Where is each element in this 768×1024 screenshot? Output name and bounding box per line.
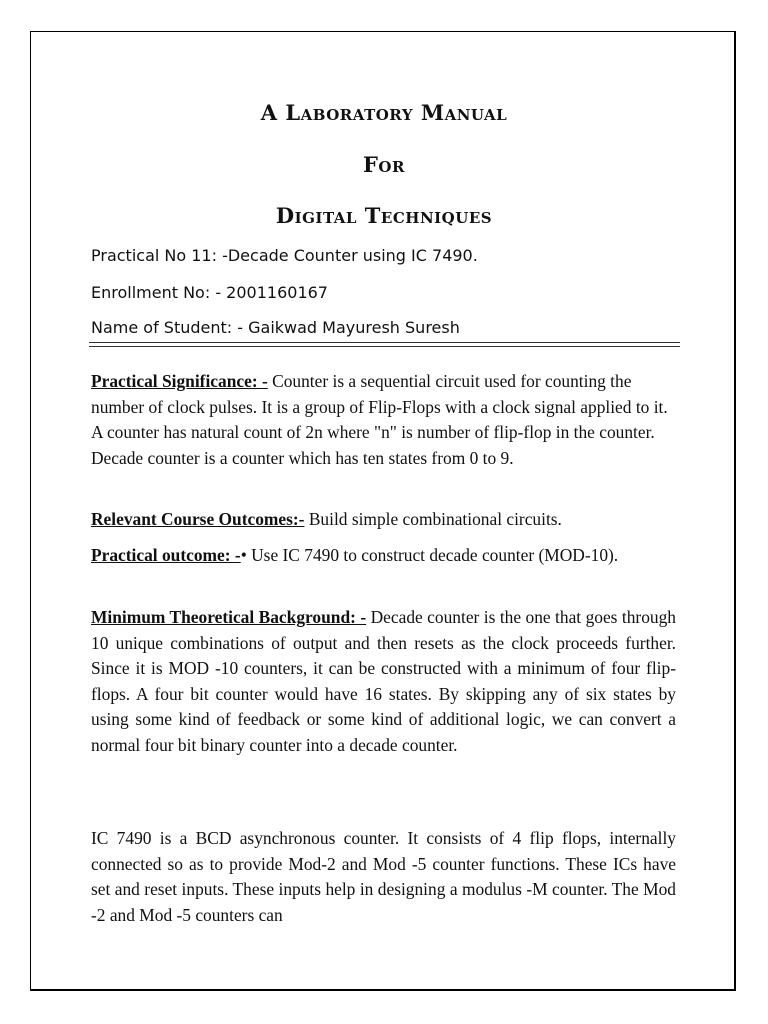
theoretical-background-paragraph <box>91 605 676 758</box>
course-outcomes-paragraph <box>91 507 676 533</box>
practical-significance-text: Counter is a sequential circuit used for counting the number of clock pulses. It is a group of Flip-Flops with a clock signal applied to it. A counter has natural count of 2n where "n" is number of flip-flop in the counter. Decade counter is a counter which has ten states from 0 to 9. <box>91 371 668 468</box>
practical-outcome-paragraph <box>91 543 676 569</box>
enrollment-number: Enrollment No: - 2001160167 <box>91 283 328 302</box>
practical-outcome-heading: Practical outcome: - <box>91 545 241 565</box>
practical-significance-heading: Practical Significance: - <box>91 371 268 391</box>
ic7490-text: IC 7490 is a BCD asynchronous counter. It consists of 4 flip flops, internally connected so as to provide Mod-2 and Mod -5 counter functions. These ICs have set and reset inputs. These inputs help in designing a modulus -M counter. The Mod -2 and Mod -5 counters can <box>91 828 676 925</box>
course-outcomes-heading: Relevant Course Outcomes:- <box>91 509 305 529</box>
title-line-3: Digital Techniques <box>275 203 493 228</box>
theoretical-background-heading: Minimum Theoretical Background: - <box>91 607 367 627</box>
practical-outcome-text: • Use IC 7490 to construct decade counter (MOD-10). <box>240 545 619 565</box>
header-divider-bottom <box>89 346 680 347</box>
theoretical-background-text: Decade counter is the one that goes through 10 unique combinations of output and then resets as the clock proceeds further. Since it is MOD -10 counters, it can be constructed with a minimum of four flip-flops. A four bit counter would have 16 states. By skipping any of six states by using some kind of feedback or some kind of additional logic, we can convert a normal four bit binary counter into a decade counter. <box>91 607 676 755</box>
course-outcomes-text: Build simple combinational circuits. <box>304 509 562 529</box>
title-line-1: A Laboratory Manual <box>260 100 508 125</box>
ic7490-paragraph <box>91 826 676 928</box>
practical-number: Practical No 11: -Decade Counter using IC 7490. <box>91 246 478 265</box>
practical-significance-paragraph <box>91 369 676 471</box>
header-divider-top <box>89 342 680 343</box>
title-line-2: For <box>363 152 405 177</box>
student-name: Name of Student: - Gaikwad Mayuresh Suresh <box>91 318 460 337</box>
